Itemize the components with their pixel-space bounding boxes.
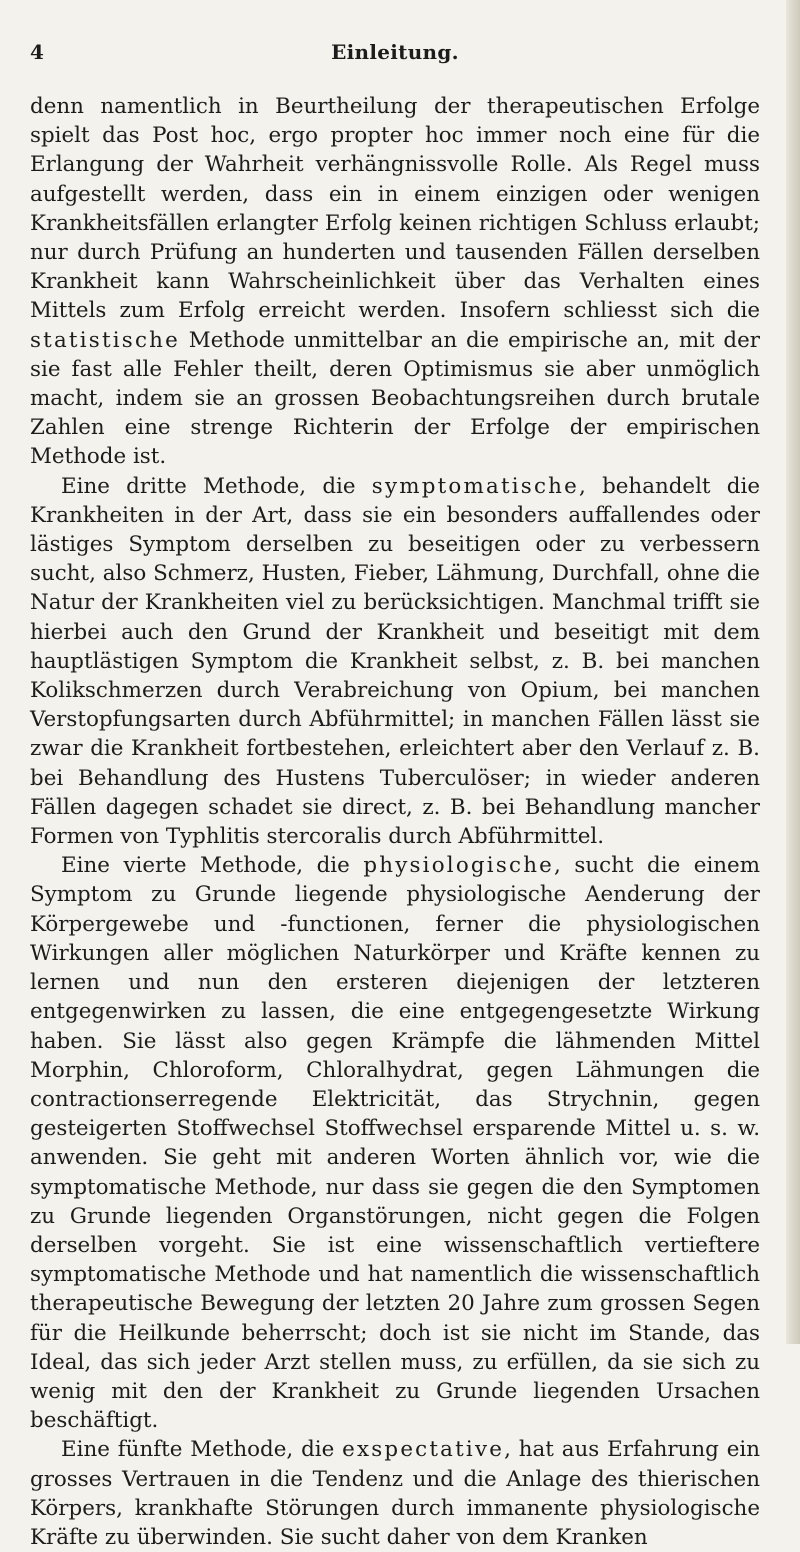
spaced-term-symptomatische: symptomatische <box>371 473 579 499</box>
spaced-term-statistische: statistische <box>30 327 180 353</box>
text-segment: Eine fünfte Methode, die <box>61 1437 343 1463</box>
spaced-term-physiologische: physiologische <box>363 853 555 879</box>
text-segment: Eine vierte Methode, die <box>61 853 364 879</box>
text-segment: Methode unmittelbar an die empirische an, mit der sie fast alle Fehler theilt, deren Optimismus sie aber unmöglich macht, indem sie an grossen Beobachtungsreihen durch brutale Zahlen eine strenge Richterin der Erfolge der empirischen Methode ist. <box>30 327 760 470</box>
paragraph-statistical-method <box>30 92 760 472</box>
text-segment: , hat aus Erfahrung ein grosses Vertrauen in die Tendenz und die Anlage des thierischen Körpers, krankhafte Störungen durch immanente physiologische Kräfte zu überwinden. Sie sucht daher von dem Kranken <box>30 1437 760 1550</box>
text-segment: , behandelt die Krankheiten in der Art, dass sie ein besonders auffallendes oder lästiges Symptom derselben zu beseitigen oder zu verbessern sucht, also Schmerz, Husten, Fieber, Lähmung, Durchfall, ohne die Natur der Krankheiten viel zu berücksichtigen. Manchmal trifft sie hierbei auch den Grund der Krankheit und beseitigt mit dem hauptlästigen Symptom die Krankheit selbst, z. B. bei manchen Kolikschmerzen durch Verabreichung von Opium, bei manchen Verstopfungsarten durch Abführmittel; in manchen Fällen lässt sie zwar die Krankheit fortbestehen, erleichtert aber den Verlauf z. B. bei Behandlung des Hustens Tuberculöser; in wieder anderen Fällen dagegen schadet sie direct, z. B. bei Behandlung mancher Formen von Typhlitis stercoralis durch Abführmittel. <box>30 473 760 850</box>
text-segment: denn namentlich in Beurtheilung der therapeutischen Erfolge spielt das Post hoc, ergo propter hoc immer noch eine für die Erlangung der Wahrheit verhängnissvolle Rolle. Als Regel muss aufgestellt werden, dass ein in einem einzigen oder wenigen Krankheitsfällen erlangter Erfolg keinen richtigen Schluss erlaubt; nur durch Prüfung an hunderten und tausenden Fällen derselben Krankheit kann Wahrscheinlichkeit über das Verhalten eines Mittels zum Erfolg erreicht werden. Insofern schliesst sich die <box>30 94 760 324</box>
body-text <box>30 92 760 1552</box>
paragraph-expectative-method <box>30 1435 760 1552</box>
text-segment: Eine dritte Methode, die <box>61 473 372 499</box>
running-header <box>30 40 760 70</box>
page-edge-shadow <box>786 0 800 1344</box>
page-number: 4 <box>30 40 44 64</box>
paragraph-symptomatic-method <box>30 472 760 852</box>
running-title: Einleitung. <box>331 40 459 64</box>
text-segment: , sucht die einem Symptom zu Grunde liegende physiologische Aenderung der Körpergewebe und -functionen, ferner die physiologischen Wirkungen aller möglichen Naturkörper und Kräfte kennen zu lernen und nun den ersteren diejenigen der letzteren entgegenwirken zu lassen, die eine entgegengesetzte Wirkung haben. Sie lässt also gegen Krämpfe die lähmenden Mittel Morphin, Chloroform, Chloralhydrat, gegen Lähmungen die contractionserregende Elektricität, das Strychnin, gegen gesteigerten Stoffwechsel Stoffwechsel ersparende Mittel u. s. w. anwenden. Sie geht mit anderen Worten ähnlich vor, wie die symptomatische Methode, nur dass sie gegen die den Symptomen zu Grunde liegenden Organstörungen, nicht gegen die Folgen derselben vorgeht. Sie ist eine wissenschaftlich vertieftere symptomatische Methode und hat namentlich die wissenschaftlich therapeutische Bewegung der letzten 20 Jahre zum grossen Segen für die Heilkunde beherrscht; doch ist sie nicht im Stande, das Ideal, das sich jeder Arzt stellen muss, zu erfüllen, da sie sich zu wenig mit den der Krankheit zu Grunde liegenden Ursachen beschäftigt. <box>30 853 761 1434</box>
spaced-term-exspectative: exspectative <box>342 1437 505 1463</box>
paragraph-physiological-method <box>30 851 760 1435</box>
